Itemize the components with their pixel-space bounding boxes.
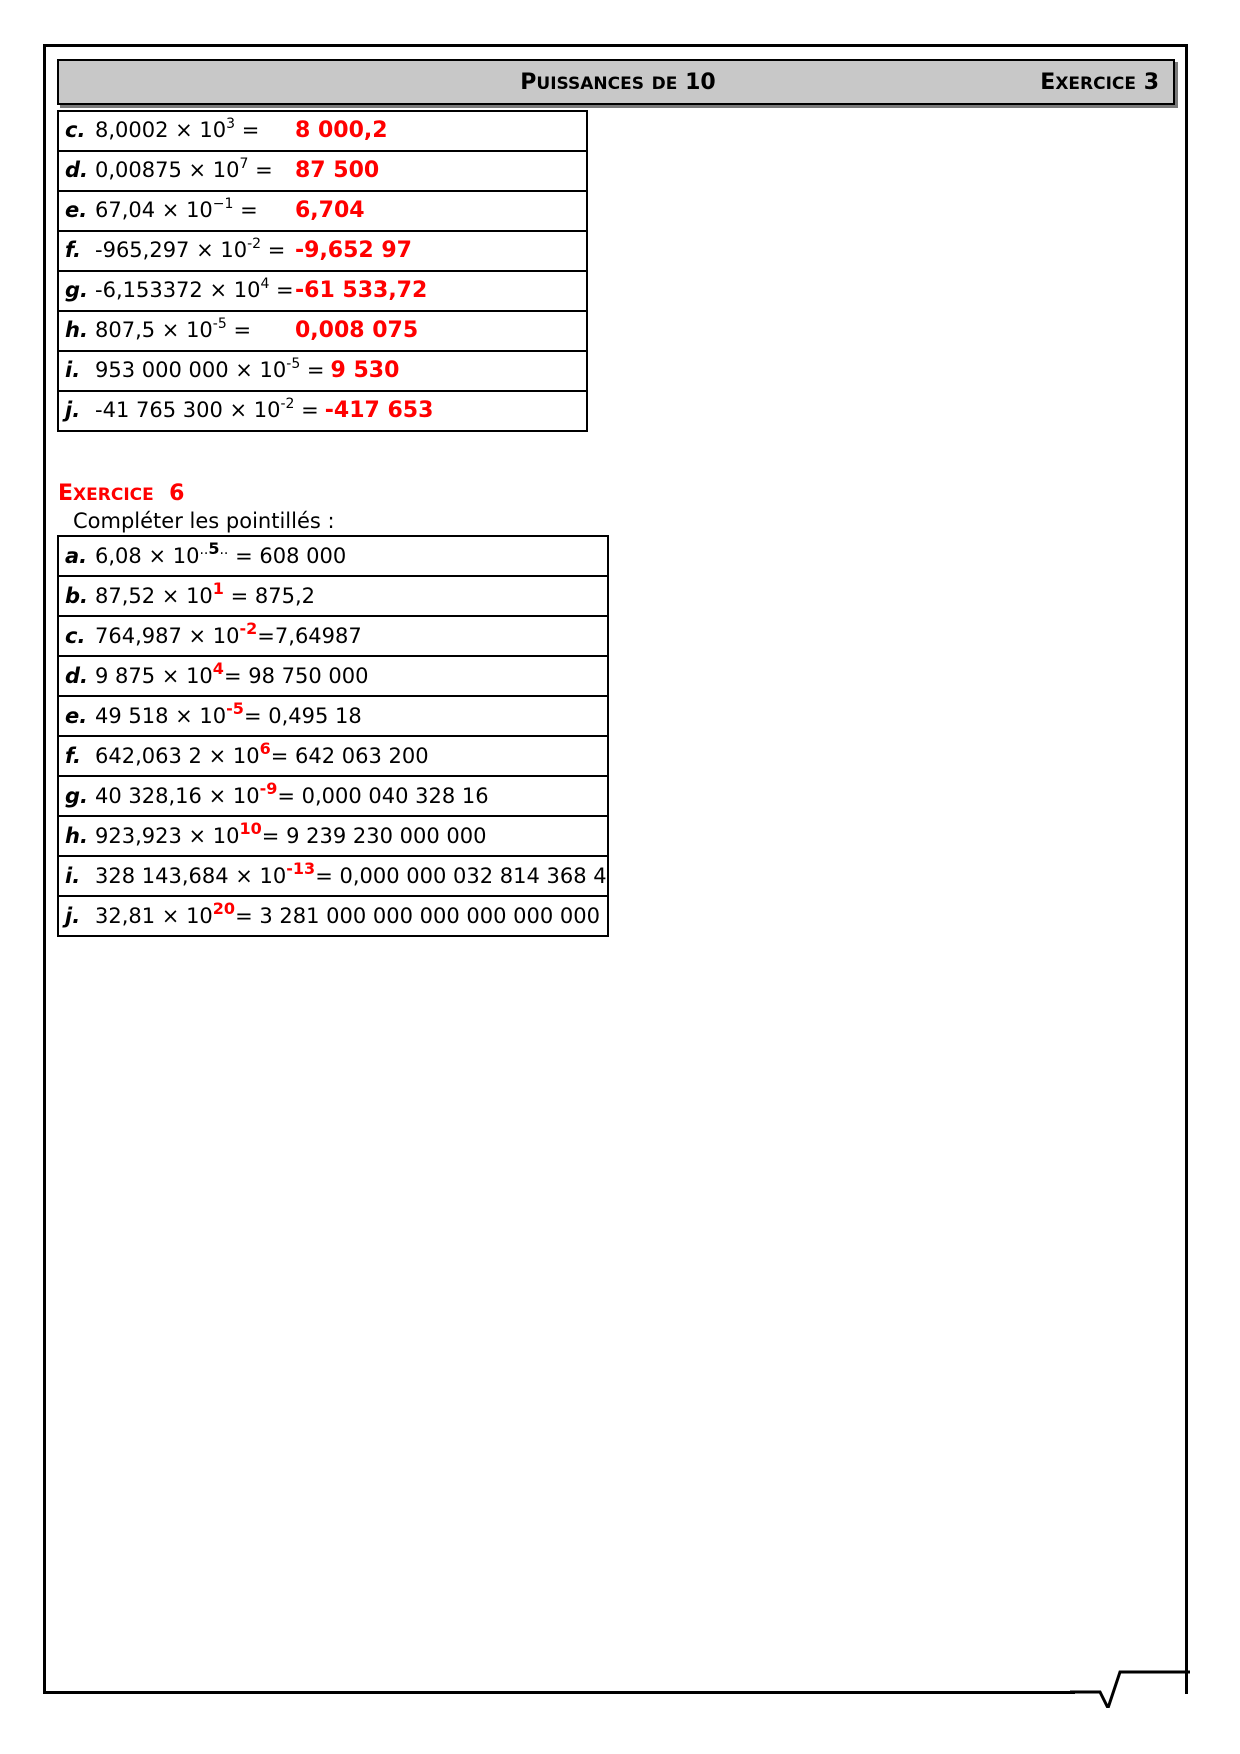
table-cell — [58, 231, 587, 271]
mantissa: 953 000 000 — [95, 358, 229, 382]
exponent-value: 6 — [259, 738, 271, 758]
answer: 9 530 — [330, 358, 400, 383]
answer: 8 000,2 — [295, 118, 388, 143]
table-cell: i. 328 $143,684 \times 10^{-13}= 0,000$ 000 032 814 368 4 — [58, 856, 608, 896]
exponent-value: 1 — [212, 578, 224, 598]
table-cell: f. 642,063 $2 \times 10^6= 642$ 063 200 — [58, 736, 608, 776]
table-cell: j. $32,81 \times 10^{20}= 3$ 281 000 000 000 000 000 000 — [58, 896, 608, 936]
exponent-value: 20 — [212, 898, 236, 918]
exponent-answer — [259, 738, 271, 758]
exponent: 3 — [226, 116, 236, 132]
table-row — [58, 616, 608, 656]
mantissa: 328 143,684 — [95, 863, 229, 888]
mantissa: 0,00875 — [95, 158, 182, 182]
mantissa: 9 875 — [95, 663, 156, 688]
table-cell: g. 40 $328,16 \times 10^{-9}= 0,000$ 040 328 16 — [58, 776, 608, 816]
mantissa: 67,04 — [95, 198, 156, 222]
row-label: g. — [65, 783, 89, 808]
exercise6-table — [57, 535, 609, 937]
exponent: −1 — [212, 196, 234, 212]
mantissa: 807,5 — [95, 318, 156, 342]
result: 9 239 230 000 000 — [286, 823, 487, 848]
table-cell — [58, 351, 587, 391]
exponent: -2 — [247, 236, 262, 252]
result: 3 281 000 000 000 000 000 000 — [259, 903, 601, 928]
table-cell — [58, 151, 587, 191]
exponent: -5 — [212, 316, 227, 332]
mantissa: 923,923 — [95, 823, 182, 848]
exponent-answer — [239, 818, 262, 838]
table-cell: b. $87,52 \times 10^1 = 875,2$ — [58, 576, 608, 616]
row-label: d. — [65, 663, 89, 688]
row-label: d. — [65, 158, 89, 182]
result: 642 063 200 — [294, 743, 429, 768]
row-label: f. — [65, 238, 81, 262]
table-cell — [58, 391, 587, 431]
mantissa: 87,52 — [95, 583, 156, 608]
table-row — [58, 231, 587, 271]
table-row — [58, 816, 608, 856]
row-expression: -41 765 $300 \times 10^{-2}$ = — [95, 396, 319, 422]
mantissa: -6,153372 — [95, 278, 203, 302]
table-row — [58, 191, 587, 231]
table-row — [58, 776, 608, 816]
table-row — [58, 351, 587, 391]
row-label: i. — [65, 863, 81, 888]
table-row — [58, 536, 608, 576]
result: 98 750 000 — [248, 663, 369, 688]
answer: -9,652 97 — [295, 238, 412, 263]
exercise6-title-number: 6 — [169, 481, 185, 506]
exponent-answer — [239, 618, 258, 638]
header-exercise: EXERCICE 3 — [1040, 70, 1159, 95]
row-expression: $-6,153372 \times 10^4$ = — [95, 276, 294, 302]
mantissa: 764,987 — [95, 623, 182, 648]
table-cell: h. $923,923 \times 10^{10}= 9$ 239 230 000 000 — [58, 816, 608, 856]
exponent-answer — [226, 698, 244, 718]
exponent-value: 10 — [239, 818, 262, 838]
answer: 87 500 — [295, 158, 380, 183]
table-cell: e. 49 $518 \times 10^{-5}= 0,495$ 18 — [58, 696, 608, 736]
answer: 0,008 075 — [295, 318, 419, 343]
exponent-value: -5 — [226, 698, 244, 718]
exponent-value: -9 — [259, 778, 278, 798]
exercise6-title-rest: XERCICE — [73, 485, 154, 505]
result: 875,2 — [254, 583, 316, 608]
table-row — [58, 311, 587, 351]
table-row — [58, 736, 608, 776]
row-label: c. — [65, 118, 86, 142]
page-frame-bottom — [43, 1691, 1075, 1694]
row-label: g. — [65, 278, 89, 302]
exponent-answer — [286, 858, 316, 878]
row-label: j. — [65, 903, 81, 928]
table-cell — [58, 111, 587, 151]
mantissa: 6,08 — [95, 543, 142, 568]
exponent-value: -2 — [239, 618, 258, 638]
result: 0,495 18 — [268, 703, 362, 728]
exponent: 4 — [260, 276, 270, 292]
exponent-answer — [212, 658, 224, 678]
table-cell — [58, 271, 587, 311]
mantissa: 8,0002 — [95, 118, 169, 142]
result: 7,64987 — [274, 623, 362, 648]
answer: -417 653 — [324, 398, 434, 423]
table-row — [58, 151, 587, 191]
exercise6-title — [58, 481, 184, 506]
exponent-value: 4 — [212, 658, 224, 678]
row-label: i. — [65, 358, 81, 382]
row-label: c. — [65, 623, 86, 648]
mantissa: 49 518 — [95, 703, 169, 728]
answer: -61 533,72 — [295, 278, 428, 303]
table-cell — [58, 191, 587, 231]
table-cell: c. $764,987 \times 10^{-2}=7,64987$ — [58, 616, 608, 656]
table-row — [58, 391, 587, 431]
table-cell: a. $6,08 \times 10^{..5..} = 608$ 000 — [58, 536, 608, 576]
mantissa: 642,063 2 — [95, 743, 202, 768]
row-expression: $0,00875 \times 10^7$ = — [95, 156, 273, 182]
exponent-answer — [259, 778, 278, 798]
result: 0,000 000 032 814 368 4 — [339, 863, 607, 888]
exponent-answer: ..5.. — [199, 538, 229, 558]
answer: 6,704 — [295, 198, 365, 223]
mantissa: -965,297 — [95, 238, 190, 262]
mantissa: 32,81 — [95, 903, 156, 928]
page-corner-mark — [1070, 1668, 1190, 1708]
table-row — [58, 696, 608, 736]
table-row — [58, 111, 587, 151]
row-label: f. — [65, 743, 81, 768]
exponent-value: -13 — [286, 858, 316, 878]
table-row — [58, 576, 608, 616]
row-label: j. — [65, 398, 81, 422]
table-cell — [58, 311, 587, 351]
table-row — [58, 856, 608, 896]
row-label: h. — [65, 823, 88, 848]
table-cell: d. 9 $875 \times 10^4= 98$ 750 000 — [58, 656, 608, 696]
exercise3-table — [57, 110, 588, 432]
exponent-answer — [212, 578, 224, 598]
mantissa: -41 765 300 — [95, 398, 223, 422]
exponent-answer — [212, 898, 236, 918]
page-header — [57, 59, 1175, 105]
table-row — [58, 656, 608, 696]
row-label: h. — [65, 318, 88, 342]
exponent: -2 — [280, 396, 295, 412]
table-row — [58, 896, 608, 936]
row-expression: $67,04 \times 10^{-1}$ = — [95, 196, 258, 222]
row-expression: $8,0002 \times 10^3$ = — [95, 116, 260, 142]
exercise6-instruction: Compléter les pointillés : — [73, 509, 335, 533]
exponent: -5 — [286, 356, 301, 372]
exponent: 7 — [239, 156, 249, 172]
row-expression: $807,5 \times 10^{-5}$ = — [95, 316, 252, 342]
row-expression: $-965,297 \times 10^{-2}$ = — [95, 236, 286, 262]
row-label: b. — [65, 583, 89, 608]
exercise6-title-first: E — [58, 481, 74, 506]
result: 608 000 — [259, 543, 347, 568]
row-label: a. — [65, 543, 88, 568]
header-title: PUISSANCES DE 10 — [520, 70, 716, 95]
row-label: e. — [65, 198, 88, 222]
mantissa: 40 328,16 — [95, 783, 202, 808]
exponent-value: 5 — [208, 538, 220, 558]
table-row — [58, 271, 587, 311]
result: 0,000 040 328 16 — [301, 783, 489, 808]
row-expression: 953 000 $000 \times 10^{-5}$ = — [95, 356, 325, 382]
row-label: e. — [65, 703, 88, 728]
